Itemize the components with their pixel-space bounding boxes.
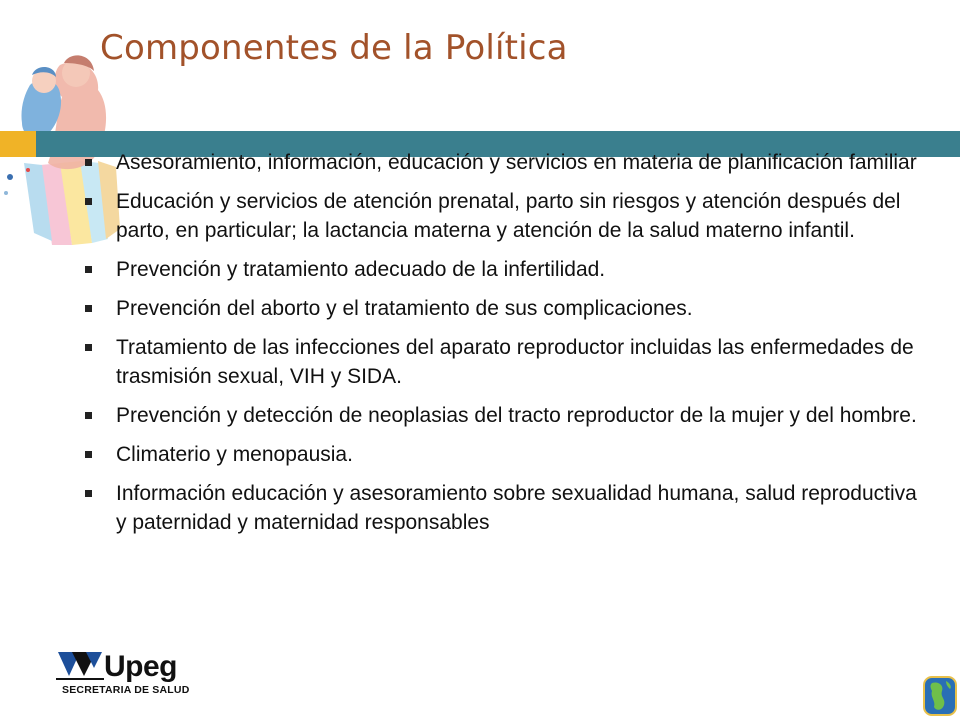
bullet-item	[82, 187, 922, 245]
bullet-item	[82, 148, 922, 177]
bullet-text: Prevención y tratamiento adecuado de la infertilidad.	[116, 258, 606, 281]
square-bullet-icon	[85, 305, 92, 312]
bullet-item	[82, 479, 922, 537]
square-bullet-icon	[85, 451, 92, 458]
upeg-logo	[56, 650, 216, 700]
bullet-text: Educación y servicios de atención prenatal, parto sin riesgos y atención después del parto, en particular; la lactancia materna y atención de la salud materno infantil.	[116, 190, 901, 242]
bullet-text: Información educación y asesoramiento sobre sexualidad humana, salud reproductiva y paternidad y maternidad responsables	[116, 482, 917, 534]
bullet-item	[82, 401, 922, 430]
square-bullet-icon	[85, 412, 92, 419]
bullet-item	[82, 440, 922, 469]
bullet-text: Climaterio y menopausia.	[116, 443, 353, 466]
bullet-item	[82, 255, 922, 284]
square-bullet-icon	[85, 490, 92, 497]
bullet-text: Asesoramiento, información, educación y servicios en materia de planificación familiar	[116, 151, 917, 174]
bullet-text: Prevención y detección de neoplasias del tracto reproductor de la mujer y del hombre.	[116, 404, 917, 427]
bullet-list	[82, 148, 922, 547]
bullet-text: Tratamiento de las infecciones del aparato reproductor incluidas las enfermedades de trasmisión sexual, VIH y SIDA.	[116, 336, 914, 388]
square-bullet-icon	[85, 159, 92, 166]
square-bullet-icon	[85, 198, 92, 205]
header-band-accent	[0, 131, 36, 157]
logo-name: Upeg	[104, 650, 177, 683]
slide-title: Componentes de la Política	[100, 28, 568, 68]
square-bullet-icon	[85, 344, 92, 351]
logo-subtitle: SECRETARIA DE SALUD	[62, 684, 190, 696]
bullet-item	[82, 333, 922, 391]
bullet-item	[82, 294, 922, 323]
square-bullet-icon	[85, 266, 92, 273]
triangle-logo-icon	[56, 650, 104, 684]
globe-icon	[922, 675, 958, 717]
bullet-text: Prevención del aborto y el tratamiento de sus complicaciones.	[116, 297, 693, 320]
